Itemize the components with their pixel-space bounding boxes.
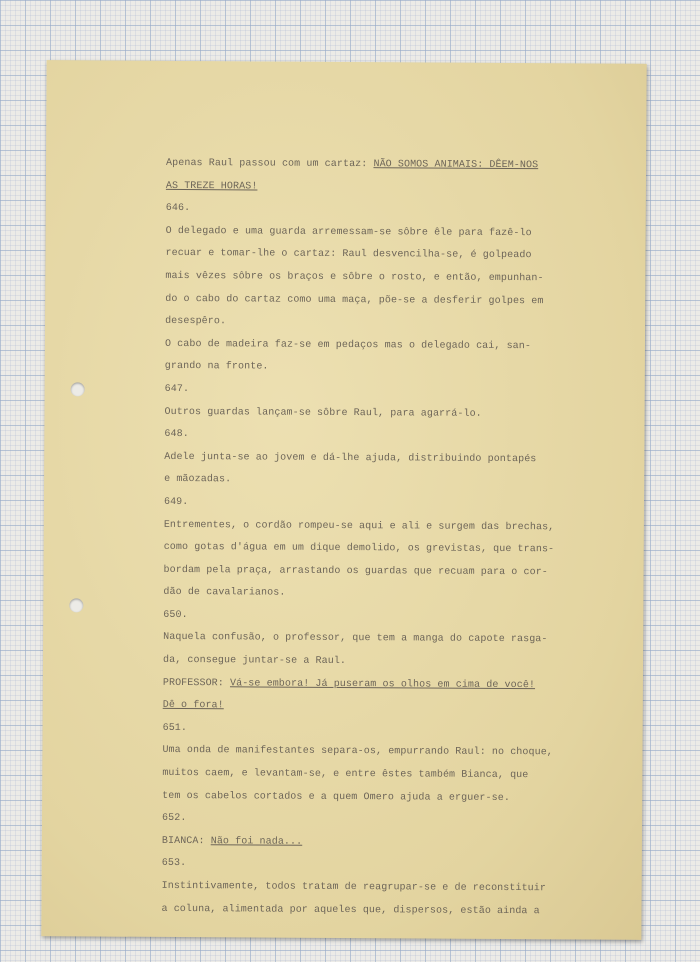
text-span: bordam pela praça, arrastando os guardas que recuam para o cor- bbox=[163, 564, 548, 578]
text-line bbox=[162, 740, 562, 765]
text-line bbox=[165, 288, 565, 313]
text-span: desespêro. bbox=[165, 316, 227, 328]
text-span: Apenas Raul passou com um cartaz: bbox=[166, 157, 374, 171]
script-text bbox=[161, 153, 566, 924]
text-line bbox=[165, 334, 565, 359]
text-line bbox=[164, 424, 564, 449]
text-span: do o cabo do cartaz como uma maça, põe-se a desferir golpes em bbox=[165, 293, 544, 307]
text-line bbox=[162, 853, 562, 878]
text-span: como gotas d'água em um dique demolido, os grevistas, que trans- bbox=[163, 541, 555, 556]
text-line bbox=[164, 469, 564, 494]
text-span: tem os cabelos cortados e a quem Omero ajuda a erguer-se. bbox=[162, 790, 510, 804]
text-line bbox=[166, 221, 566, 246]
underlined-text: AS TREZE HORAS! bbox=[165, 180, 258, 193]
text-line bbox=[166, 153, 566, 178]
text-line bbox=[166, 198, 566, 223]
text-line bbox=[163, 582, 563, 607]
text-span: O delegado e uma guarda arremessam-se sôbre êle para fazê-lo bbox=[165, 225, 532, 239]
text-line bbox=[166, 176, 566, 201]
text-line bbox=[162, 808, 562, 833]
text-line bbox=[161, 898, 561, 923]
text-line bbox=[163, 627, 563, 652]
text-line bbox=[162, 831, 562, 856]
text-span: 647. bbox=[164, 383, 190, 395]
text-span: 648. bbox=[164, 429, 189, 441]
text-span: 650. bbox=[163, 609, 188, 621]
text-span: grando na fronte. bbox=[164, 361, 269, 373]
text-span: PROFESSOR: bbox=[162, 677, 231, 689]
text-span: BIANCA: bbox=[161, 835, 211, 848]
text-span: Adele junta-se ao jovem e dá-lhe ajuda, distribuindo pontapés bbox=[164, 451, 537, 465]
text-span: 646. bbox=[165, 203, 191, 215]
text-line bbox=[165, 379, 565, 404]
text-line bbox=[164, 447, 564, 472]
text-line bbox=[165, 356, 565, 381]
text-span: muitos caem, e levantam-se, e entre êstes também Bianca, que bbox=[162, 767, 529, 782]
text-span: 649. bbox=[163, 496, 189, 508]
text-span: e mãozadas. bbox=[164, 474, 232, 486]
text-line bbox=[162, 786, 562, 811]
text-line bbox=[164, 537, 564, 562]
text-line bbox=[163, 605, 563, 630]
punch-hole bbox=[69, 598, 83, 612]
text-line bbox=[163, 718, 563, 743]
text-line bbox=[163, 695, 563, 720]
typewritten-page bbox=[41, 60, 646, 940]
text-line bbox=[165, 266, 565, 291]
text-span: Uma onda de manifestantes separa-os, empurrando Raul: no choque, bbox=[162, 745, 553, 759]
underlined-text: Dê o fora! bbox=[162, 700, 224, 712]
text-line bbox=[164, 492, 564, 517]
text-span: recuar e tomar-lhe o cartaz: Raul desvencilha-se, é golpeado bbox=[165, 248, 532, 262]
text-span: mais vêzes sôbre os braços e sôbre o rosto, e então, empunhan- bbox=[165, 270, 544, 285]
text-span: Instintivamente, todos tratam de reagrupar-se e de reconstituir bbox=[161, 880, 547, 895]
text-line bbox=[162, 763, 562, 788]
text-span: 651. bbox=[162, 722, 188, 734]
text-line bbox=[163, 560, 563, 585]
text-span: dão de cavalarianos. bbox=[163, 587, 286, 599]
text-line bbox=[164, 514, 564, 539]
text-line bbox=[162, 876, 562, 901]
text-span: da, consegue juntar-se a Raul. bbox=[162, 654, 347, 668]
text-line bbox=[163, 650, 563, 675]
text-span: Outros guardas lançam-se sôbre Raul, para agarrá-lo. bbox=[164, 406, 482, 420]
text-span: 653. bbox=[161, 858, 187, 870]
underlined-text: Não foi nada... bbox=[210, 836, 303, 848]
text-span: a coluna, alimentada por aqueles que, dispersos, estão ainda a bbox=[161, 903, 540, 917]
underlined-text: Vá-se embora! Já puseram os olhos em cima de você! bbox=[229, 677, 536, 691]
text-span: 652. bbox=[162, 813, 187, 825]
text-line bbox=[165, 311, 565, 336]
text-span: Entrementes, o cordão rompeu-se aqui e ali e surgem das brechas, bbox=[163, 519, 555, 533]
text-line bbox=[163, 673, 563, 698]
text-line bbox=[165, 243, 565, 268]
text-span: O cabo de madeira faz-se em pedaços mas o delegado cai, san- bbox=[164, 338, 532, 352]
text-line bbox=[164, 401, 564, 426]
underlined-text: NÃO SOMOS ANIMAIS: DÊEM-NOS bbox=[373, 159, 539, 172]
punch-hole bbox=[71, 382, 85, 396]
text-span: Naquela confusão, o professor, que tem a manga do capote rasga- bbox=[163, 632, 548, 646]
